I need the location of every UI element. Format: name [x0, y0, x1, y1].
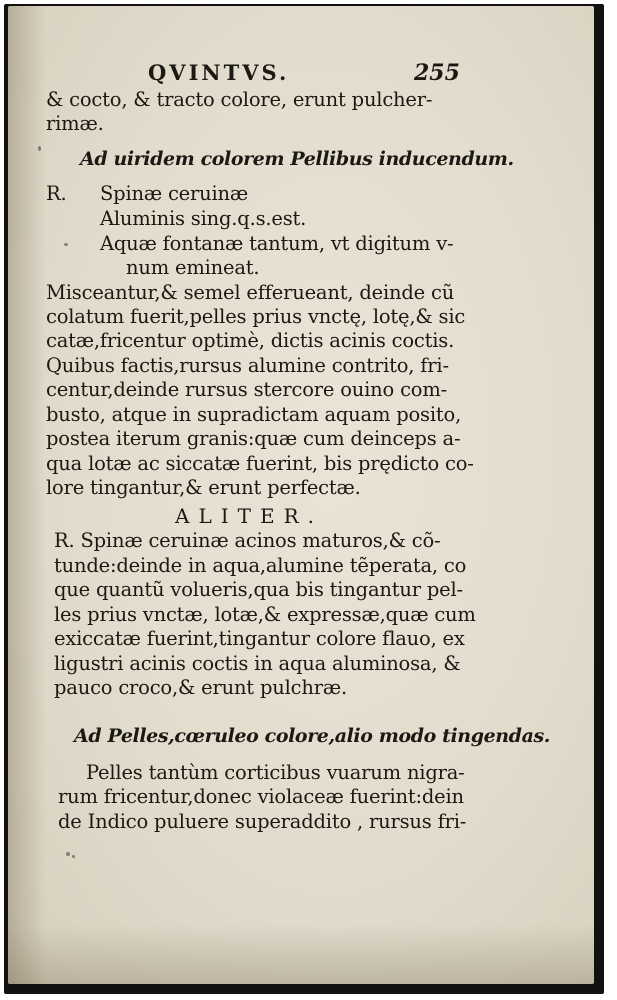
book-page	[8, 6, 594, 984]
ink-speck	[64, 243, 68, 246]
text-line: Aquæ fontanæ tantum, vt digitum v-	[100, 232, 454, 255]
text-line: lore tingantur,& erunt perfectæ.	[46, 476, 361, 499]
section-heading: Ad Pelles,cœruleo colore,alio modo tingendas.	[74, 725, 550, 747]
text-line: R. Spinæ ceruinæ acinos maturos,& cõ-	[54, 529, 441, 552]
page-text	[8, 6, 594, 984]
text-line: qua lotæ ac siccatæ fuerint, bis prędicto co-	[46, 452, 474, 475]
text-line: num emineat.	[126, 256, 260, 279]
recipe-marker: R.	[46, 182, 67, 205]
text-line: Misceantur,& semel efferueant, deinde cũ	[46, 281, 455, 304]
text-line: catæ,fricentur optimè, dictis acinis coctis.	[46, 329, 455, 352]
ink-speck	[38, 146, 41, 151]
section-heading-aliter: ALITER.	[175, 504, 323, 528]
text-line: ligustri acinis coctis in aqua aluminosa, &	[54, 652, 461, 675]
running-head: QVINTVS.	[148, 60, 290, 85]
text-line: les prius vnctæ, lotæ,& expressæ,quæ cum	[54, 603, 476, 626]
text-line: postea iterum granis:quæ cum deinceps a-	[46, 427, 461, 450]
text-line: rum fricentur,donec violaceæ fuerint:dein	[58, 785, 464, 808]
ink-speck	[66, 852, 70, 856]
section-heading: Ad uiridem colorem Pellibus inducendum.	[80, 148, 514, 170]
text-line: & cocto, & tracto colore, erunt pulcher-	[46, 88, 433, 111]
text-line: Pelles tantùm corticibus vuarum nigra-	[86, 761, 465, 784]
text-line: Spinæ ceruinæ	[100, 182, 249, 205]
ink-speck	[72, 855, 75, 858]
text-line: colatum fuerit,pelles prius vnctę, lotę,& sic	[46, 305, 466, 328]
text-line: Aluminis sing.q.s.est.	[100, 207, 307, 230]
text-line: exiccatæ fuerint,tingantur colore flauo, ex	[54, 627, 465, 650]
text-line: rimæ.	[46, 112, 104, 135]
text-line: busto, atque in supradictam aquam posito,	[46, 403, 462, 426]
text-line: que quantũ volueris,qua bis tingantur pel-	[54, 578, 463, 601]
page-number: 255	[414, 60, 460, 86]
text-line: tunde:deinde in aqua,alumine tẽperata, co	[54, 554, 467, 577]
text-line: pauco croco,& erunt pulchræ.	[54, 676, 347, 699]
text-line: de Indico puluere superaddito , rursus fri-	[58, 810, 467, 833]
text-line: centur,deinde rursus stercore ouino com-	[46, 378, 448, 401]
text-line: Quibus factis,rursus alumine contrito, fri-	[46, 354, 449, 377]
